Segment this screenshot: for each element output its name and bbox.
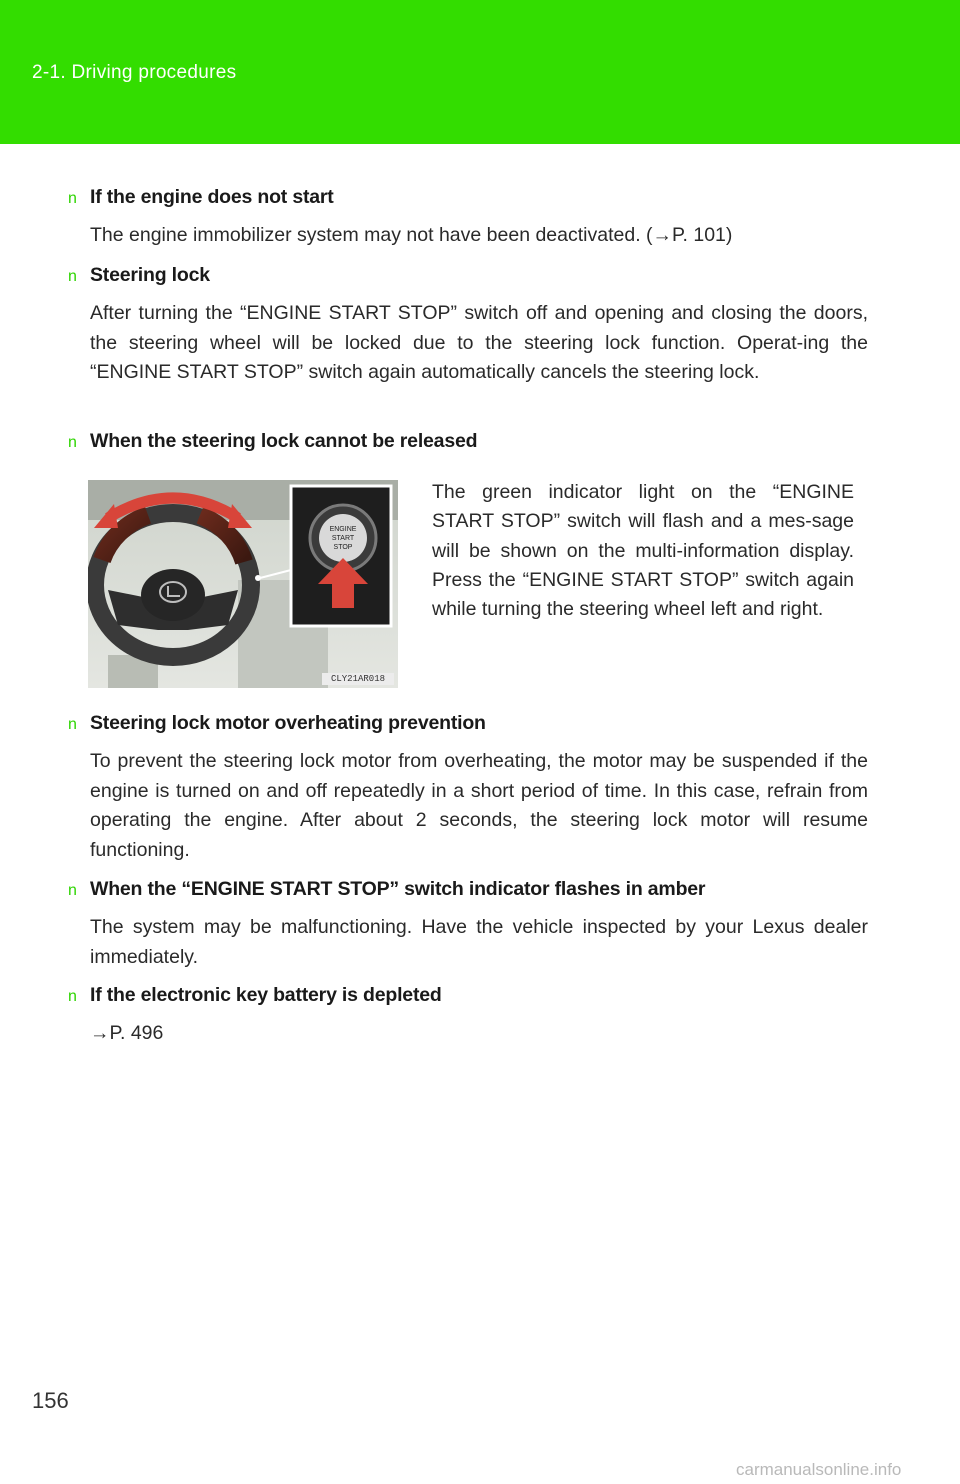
section-body: The system may be malfunctioning. Have the vehicle inspected by your Lexus dealer immediately.	[90, 916, 868, 968]
figure-description: The green indicator light on the “ENGINE START STOP” switch will flash and a mes-sage will be shown on the multi-information display. Press the “ENGINE START STOP” switch again while turning the steering wheel left and right.	[432, 481, 854, 621]
section-overheating-prevention	[68, 712, 868, 865]
section-steering-lock	[68, 264, 868, 388]
section-body: The engine immobilizer system may not have been deactivated. (→P. 101)	[90, 224, 733, 246]
heading-text: Steering lock	[90, 264, 210, 286]
steering-wheel-figure	[88, 480, 398, 688]
section-body: To prevent the steering lock motor from overheating, the motor may be suspended if the engine is turned on and off repeatedly in a short period of time. In this case, refrain from operating the engine. After about 2 seconds, the steering lock motor will resume functioning.	[90, 750, 868, 861]
page-header	[0, 0, 960, 144]
figure-code: CLY21AR018	[322, 673, 394, 685]
steering-wheel-illustration	[88, 480, 398, 688]
section-lock-cannot-release	[68, 430, 868, 453]
watermark: carmanualsonline.info	[736, 1460, 902, 1479]
section-body: After turning the “ENGINE START STOP” switch off and opening and closing the doors, the steering wheel will be locked due to the steering lock function. Operat-ing the “ENGINE START STOP” switch again automatically cancels the steering lock.	[90, 302, 868, 383]
section-engine-not-start	[68, 186, 868, 251]
section-heading	[68, 878, 868, 901]
section-heading	[68, 984, 868, 1007]
button-label-3: STOP	[333, 544, 353, 551]
section-body: →P. 496	[90, 1022, 164, 1044]
section-amber-indicator	[68, 878, 868, 972]
heading-text: When the steering lock cannot be released	[90, 430, 478, 452]
section-heading	[68, 712, 868, 735]
section-heading	[68, 186, 868, 209]
page-number: 156	[32, 1388, 69, 1413]
section-heading	[68, 430, 868, 453]
bullet-icon: n	[68, 190, 77, 207]
section-title: 2-1. Driving procedures	[32, 62, 237, 83]
heading-text: If the engine does not start	[90, 186, 334, 208]
button-label-1: ENGINE	[329, 526, 357, 533]
section-heading	[68, 264, 868, 287]
heading-text: If the electronic key battery is depleted	[90, 984, 442, 1006]
heading-text: When the “ENGINE START STOP” switch indicator flashes in amber	[90, 878, 706, 900]
button-label-2: START	[331, 535, 355, 542]
bullet-icon: n	[68, 882, 77, 899]
heading-text: Steering lock motor overheating prevention	[90, 712, 486, 734]
section-key-battery	[68, 984, 868, 1049]
bullet-icon: n	[68, 988, 77, 1005]
bullet-icon: n	[68, 716, 77, 733]
bullet-icon: n	[68, 268, 77, 285]
bullet-icon: n	[68, 434, 77, 451]
